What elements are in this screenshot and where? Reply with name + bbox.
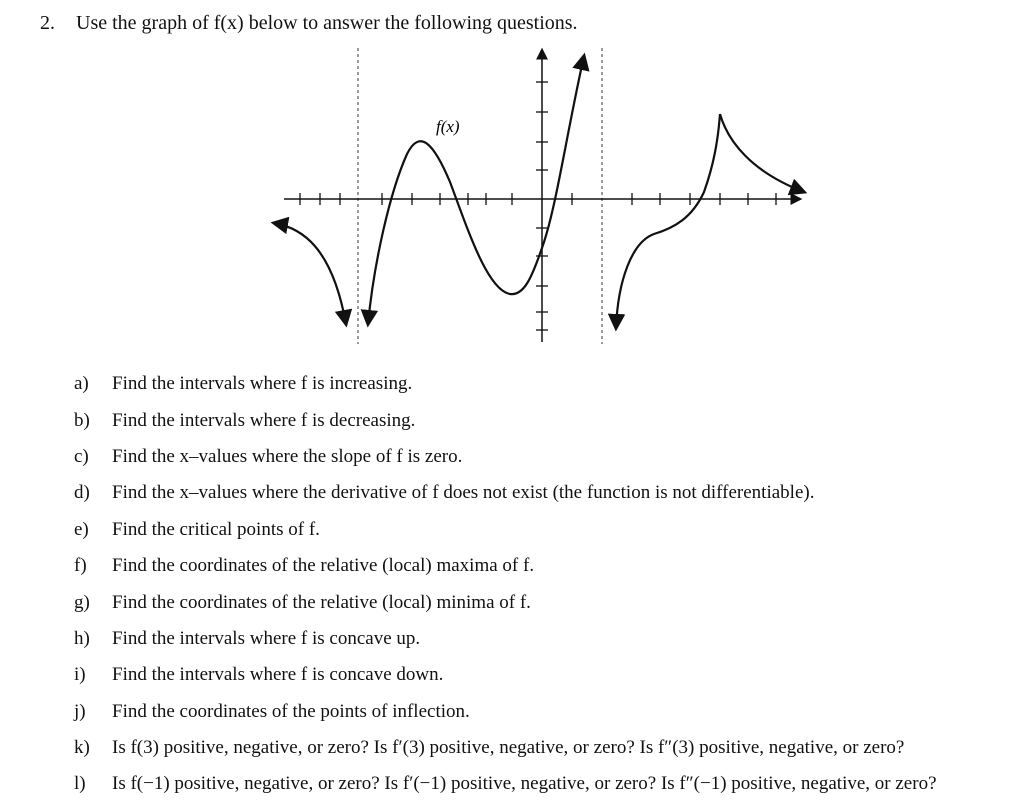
question-letter: c) <box>74 445 89 467</box>
question-text: Find the coordinates of the relative (local) minima of f. <box>112 591 531 613</box>
question-item <box>74 475 937 511</box>
curve-branch-right <box>616 114 720 328</box>
question-item <box>74 584 937 620</box>
question-item <box>74 694 937 730</box>
question-item <box>74 621 937 657</box>
problem-number: 2. <box>40 12 55 34</box>
question-text: Find the critical points of f. <box>112 518 320 540</box>
question-item <box>74 657 937 693</box>
question-letter: l) <box>74 773 86 795</box>
question-text: Find the intervals where f is increasing. <box>112 373 413 395</box>
question-letter: g) <box>74 591 90 613</box>
curve-branch-left <box>274 223 346 324</box>
question-text: Find the coordinates of the relative (local) maxima of f. <box>112 555 535 577</box>
question-text: Find the x–values where the slope of f is zero. <box>112 445 463 467</box>
question-list <box>74 366 937 803</box>
question-text: Find the intervals where f is concave down. <box>112 664 444 686</box>
question-text: Find the coordinates of the points of inflection. <box>112 700 470 722</box>
question-item <box>74 439 937 475</box>
question-item <box>74 366 937 402</box>
curve-branch-right-tail <box>720 114 804 192</box>
question-letter: j) <box>74 700 86 722</box>
question-text: Find the intervals where f is concave up. <box>112 627 421 649</box>
question-text: Find the x–values where the derivative of f does not exist (the function is not differentiable). <box>112 482 815 504</box>
problem-header <box>40 12 578 35</box>
question-item <box>74 402 937 438</box>
graph-svg <box>262 42 808 348</box>
question-item <box>74 548 937 584</box>
question-text: Is f(−1) positive, negative, or zero? Is f′(−1) positive, negative, or zero? Is f″(−1) positive, negative, or zero? <box>112 773 937 795</box>
question-item <box>74 512 937 548</box>
question-item <box>74 730 937 766</box>
question-letter: b) <box>74 409 90 431</box>
question-letter: e) <box>74 518 89 540</box>
curve-branch-middle <box>368 56 584 324</box>
question-letter: h) <box>74 627 90 649</box>
question-letter: i) <box>74 664 86 686</box>
question-text: Find the intervals where f is decreasing. <box>112 409 416 431</box>
question-text: Is f(3) positive, negative, or zero? Is f′(3) positive, negative, or zero? Is f″(3) positive, negative, or zero? <box>112 737 905 759</box>
problem-prompt: Use the graph of f(x) below to answer the following questions. <box>76 12 578 34</box>
curve-label: f(x) <box>436 117 460 136</box>
question-letter: f) <box>74 555 87 577</box>
question-letter: k) <box>74 737 90 759</box>
question-letter: d) <box>74 482 90 504</box>
question-letter: a) <box>74 373 89 395</box>
question-item <box>74 766 937 802</box>
function-graph <box>262 42 808 348</box>
